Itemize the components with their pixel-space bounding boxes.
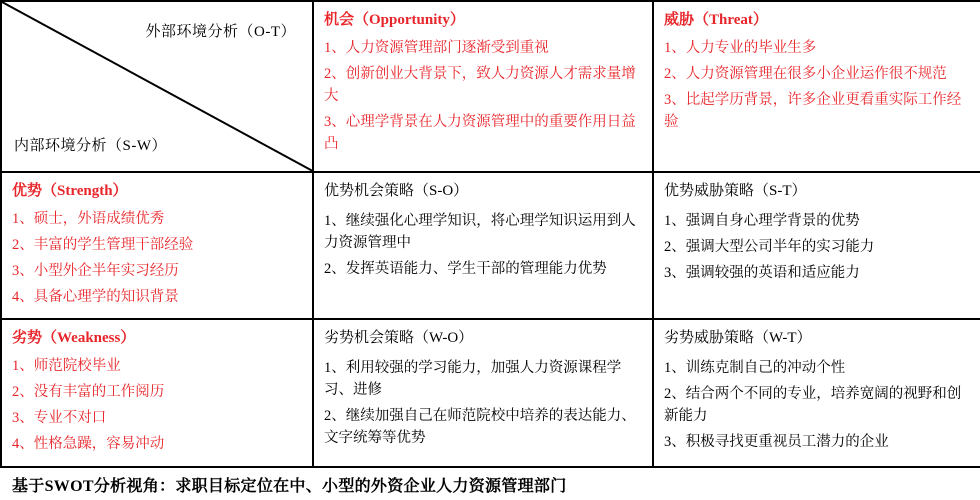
list-item: 3、强调较强的英语和适应能力 [664,264,860,281]
list-item: 1、师范院校毕业 [12,358,121,375]
list-item: 2、创新创业大背景下，致人力资源人才需求量增大 [324,66,636,105]
strength-cell [1,172,313,320]
threat-list [664,37,972,133]
list-item: 2、没有丰富的工作阅历 [12,384,165,401]
weakness-title: 劣势（Weakness） [12,330,136,347]
st-strategy-list [664,210,972,284]
weakness-cell [1,319,313,467]
opportunity-list [324,37,644,155]
st-strategy-cell [653,172,980,320]
list-item: 2、发挥英语能力、学生干部的管理能力优势 [324,260,607,277]
list-item: 2、强调大型公司半年的实习能力 [664,238,875,255]
list-item: 3、积极寻找更重视员工潜力的企业 [664,434,889,451]
list-item: 1、强调自身心理学背景的优势 [664,212,860,229]
list-item: 2、继续加强自己在师范院校中培养的表达能力、文字统筹等优势 [324,408,636,447]
list-item: 2、结合两个不同的专业，培养宽阔的视野和创新能力 [664,386,962,425]
list-item: 3、专业不对口 [12,410,107,427]
opportunity-title: 机会（Opportunity） [324,12,465,28]
so-strategy-title: 优势机会策略（S-O） [324,182,469,199]
list-item: 3、心理学背景在人力资源管理中的重要作用日益凸 [324,114,636,153]
wo-strategy-cell [313,319,653,467]
strength-row [1,172,980,320]
list-item: 1、人力资源管理部门逐渐受到重视 [324,40,549,56]
strength-list [12,208,304,308]
so-strategy-list [324,210,644,280]
outer-environment-label: 外部环境分析（O-T） [145,24,296,40]
list-item: 1、训练克制自己的冲动个性 [664,360,846,377]
list-item: 4、具备心理学的知识背景 [12,288,179,305]
strength-title: 优势（Strength） [12,182,128,199]
list-item: 1、利用较强的学习能力，加强人力资源课程学习、进修 [324,360,622,399]
wt-strategy-cell [653,319,980,467]
wo-strategy-list [324,357,644,449]
table-header-row [1,1,980,172]
list-item: 4、性格急躁，容易冲动 [12,436,165,453]
opportunity-cell [313,1,653,172]
weakness-list [12,355,304,455]
list-item: 3、小型外企半年实习经历 [12,262,179,279]
list-item: 2、人力资源管理在很多小企业运作很不规范 [664,66,947,83]
threat-cell [653,1,980,172]
weakness-row [1,319,980,467]
list-item: 1、继续强化心理学知识，将心理学知识运用到人力资源管理中 [324,212,636,251]
conclusion-text: 基于SWOT分析视角：求职目标定位在中、小型的外资企业人力资源管理部门 [12,477,567,495]
list-item: 1、人力专业的毕业生多 [664,40,817,56]
list-item: 3、比起学历背景，许多企业更看重实际工作经验 [664,92,962,131]
wt-strategy-title: 劣势威胁策略（W-T） [664,330,812,347]
list-item: 2、丰富的学生管理干部经验 [12,236,194,253]
so-strategy-cell [313,172,653,320]
threat-title: 威胁（Threat） [664,12,768,28]
wt-strategy-list [664,357,972,453]
list-item: 1、硕士，外语成绩优秀 [12,210,165,227]
wo-strategy-title: 劣势机会策略（W-O） [324,330,474,347]
st-strategy-title: 优势威胁策略（S-T） [664,182,807,199]
axis-corner-cell [1,1,313,172]
inner-environment-label: 内部环境分析（S-W） [14,137,167,154]
